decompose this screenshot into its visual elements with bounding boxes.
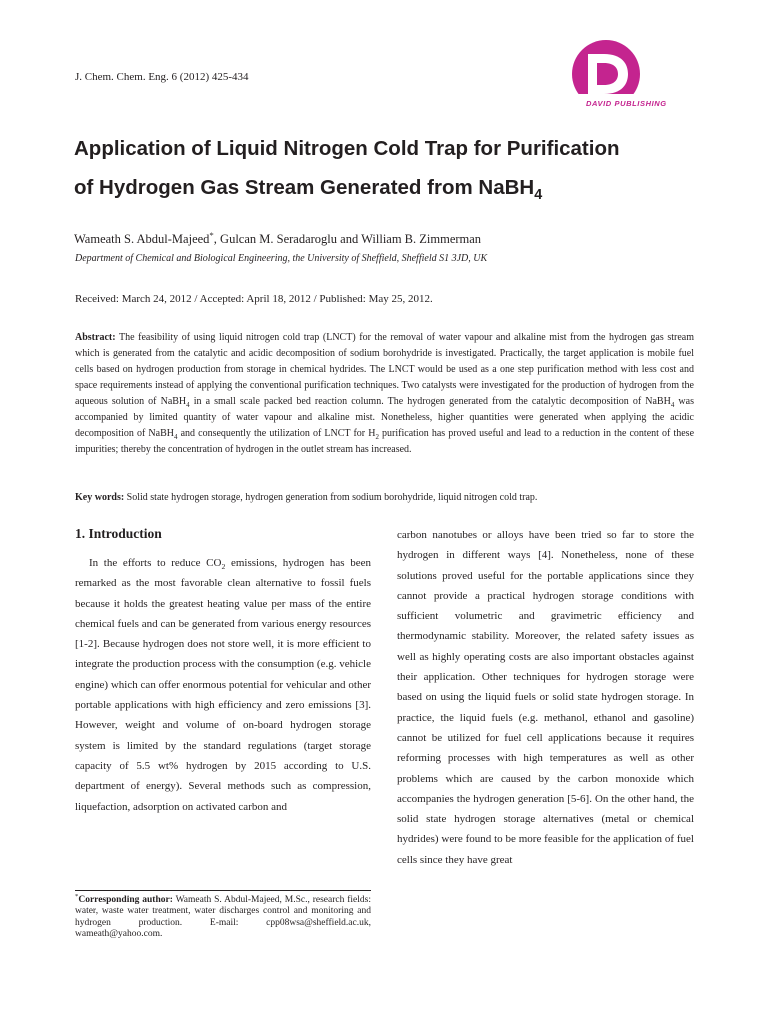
author-list: Wameath S. Abdul-Majeed*, Gulcan M. Seradaroglu and William B. Zimmerman — [74, 229, 482, 246]
publisher-logo-text: DAVID PUBLISHING — [586, 99, 667, 108]
publication-dates: Received: March 24, 2012 / Accepted: April 18, 2012 / Published: May 25, 2012. — [75, 293, 433, 305]
paper-title-line-1: Application of Liquid Nitrogen Cold Trap for Purification — [74, 137, 620, 160]
body-column-left: In the efforts to reduce $CO_2$ emissions, hydrogen has been remarked as the most favorable clean alternative to fossil fuels because it holds the greatest heating value per mass of the entire chemical fuels and can be generated from various energy resources [1-2]. Because hydrogen does not store well, it is more efficient to integrate the production process with the consumption (e.g. vehicle engine) which can offer enormous potential for vehicular and other portable applications with high efficiency and zero emissions [3]. However, weight and volume of on-board hydrogen storage system is limited by the standard regulations (target storage capacity of 5.5 wt% hydrogen by 2015 according to U.S. department of energy). Several methods such as compression, liquefaction, adsorption on activated carbon and — [75, 557, 371, 813]
footnote-divider — [75, 890, 371, 891]
affiliation: Department of Chemical and Biological Engineering, the University of Sheffield, Sheffield S1 3JD, UK — [75, 253, 488, 264]
abstract: Abstract: The feasibility of using liquid nitrogen cold trap (LNCT) for the removal of water vapour and alkaline mist from the hydrogen gas stream which is generated from the catalytic and acidic decomposition of sodium borohydride is investigated. Practically, the target application is mobile fuel cells based on hydrogen production from storage in chemical hydrides. The LNCT would be used as a one step purification method with less cost and space requirements instead of applying the conventional purification techniques. Two catalysts were investigated for the production of hydrogen from the aqueous solution of NaBH$_4$ in a small scale packed bed reaction column. The hydrogen generated from the catalytic decomposition of NaBH$_4$ was accompanied by limited quantity of water vapour and alkaline mist. Nonetheless, higher quantities were generated when applying the acidic decomposition of NaBH$_4$ and consequently the utilization of LNCT for $H_2$ purification has proved useful and lead to a reduction in the content of these impurities; thereby the concentration of hydrogen in the outlet stream has increased. — [75, 332, 695, 455]
keywords: Key words: Solid state hydrogen storage, hydrogen generation from sodium borohydride, liquid nitrogen cold trap. — [75, 492, 538, 503]
paper-title-line-2: of Hydrogen Gas Stream Generated from NaBH$_4$ — [74, 176, 543, 204]
section-heading: 1. Introduction — [75, 526, 162, 541]
body-column-right: carbon nanotubes or alloys have been tried so far to store the hydrogen in different ways [4]. Nonetheless, none of these solutions proved useful for the portable applications since they cannot provide a practical hydrogen storage conditions with sufficient volumetric and gravimetric efficiency and thermodynamic stability. Moreover, the related safety issues as well as highly operating costs are also important obstacles against their application. Other techniques for hydrogen storage were based on using the liquid fuels or solid state hydrogen storage. In practice, the liquid fuels (e.g. methanol, ethanol and gasoline) cannot be utilized for fuel cell applications because it requires reforming processes with high temperatures as well as other problems which are caused by the carbon monoxide which accompanies the hydrogen generation [5-6]. On the other hand, the solid state hydrogen storage alternatives (metal or chemical hydrides) were found to be more feasible for the application of fuel cells since they have great — [397, 529, 694, 866]
journal-reference: J. Chem. Chem. Eng. 6 (2012) 425-434 — [75, 71, 249, 83]
footnote: *Corresponding author: Wameath S. Abdul-Majeed, M.Sc., research fields: water, waste water treatment, water discharges control and monitoring and hydrogen production. E-mail: cpp08wsa@sheffield.ac.uk, wameath@yahoo.com. — [75, 892, 371, 939]
